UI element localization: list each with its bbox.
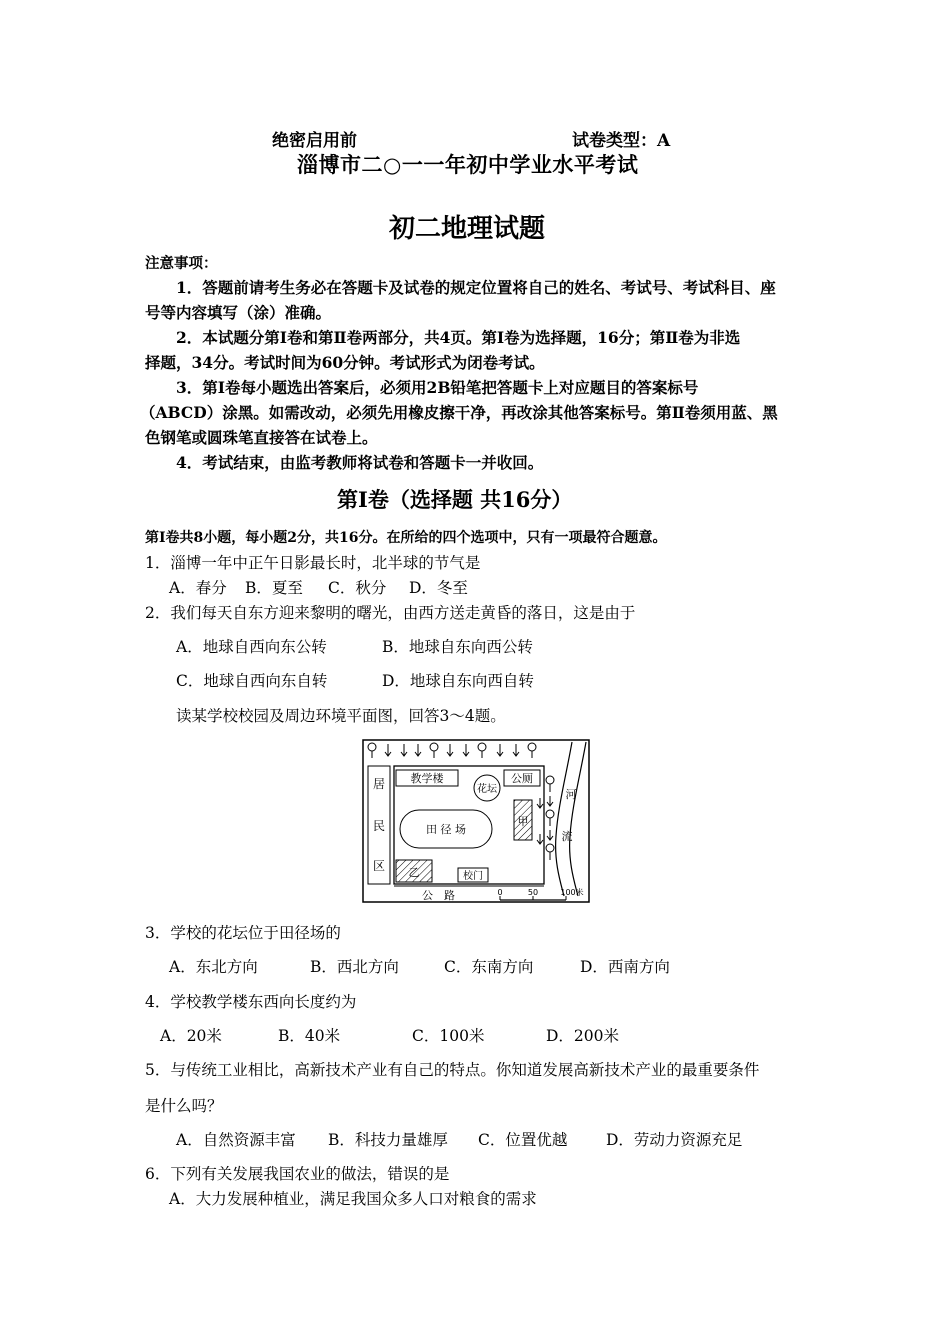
section-instruction: 第Ⅰ卷共8小题，每小题2分，共16分。在所给的四个选项中，只有一项最符合题意。 bbox=[145, 530, 667, 546]
paper-type-label: 试卷类型：A bbox=[572, 131, 671, 151]
q5-option-a: A．自然资源丰富 bbox=[176, 1131, 296, 1149]
q6-option-a: A．大力发展种植业，满足我国众多人口对粮食的需求 bbox=[169, 1190, 537, 1208]
river-char-2: 流 bbox=[561, 830, 573, 843]
q5-stem-line-2: 是什么吗？ bbox=[145, 1097, 223, 1115]
map-intro: 读某学校校园及周边环境平面图，回答3～4题。 bbox=[176, 707, 506, 725]
q1-option-d: D．冬至 bbox=[409, 579, 468, 597]
flower-bed-label: 花坛 bbox=[477, 784, 497, 795]
q2-option-d: D．地球自东向西自转 bbox=[382, 672, 534, 690]
residential-char-2: 民 bbox=[372, 819, 386, 833]
tree-icons-right bbox=[537, 776, 554, 860]
building-jia-label: 甲 bbox=[517, 815, 529, 828]
notice-line-6: （ABCD）涂黑。如需改动，必须先用橡皮擦干净，再改涂其他答案标号。第Ⅱ卷须用蓝、黑 bbox=[140, 403, 778, 422]
notice-line-8: 4．考试结束，由监考教师将试卷和答题卡一并收回。 bbox=[176, 453, 544, 472]
q3-option-d: D．西南方向 bbox=[580, 958, 670, 976]
notice-line-1: 1．答题前请考生务必在答题卡及试卷的规定位置将自己的姓名、考试号、考试科目、座 bbox=[176, 278, 776, 297]
q2-stem: 2．我们每天自东方迎来黎明的曙光，由西方送走黄昏的落日，这是由于 bbox=[145, 604, 636, 622]
q4-option-c: C．100米 bbox=[412, 1027, 485, 1045]
q4-option-d: D．200米 bbox=[546, 1027, 620, 1045]
q5-option-d: D．劳动力资源充足 bbox=[606, 1131, 743, 1149]
scale-label-0: 0 bbox=[497, 888, 503, 897]
section-title: 第Ⅰ卷（选择题 共16分） bbox=[337, 487, 573, 512]
q2-option-b: B．地球自东向西公转 bbox=[382, 638, 533, 656]
q4-option-b: B．40米 bbox=[278, 1027, 341, 1045]
confidential-label: 绝密启用前 bbox=[272, 131, 357, 151]
campus-map bbox=[360, 736, 592, 906]
notice-line-3: 2．本试题分第Ⅰ卷和第Ⅱ卷两部分，共4页。第Ⅰ卷为选择题，16分；第Ⅱ卷为非选 bbox=[176, 328, 741, 347]
q1-option-a: A．春分 bbox=[169, 579, 227, 597]
q6-stem: 6．下列有关发展我国农业的做法，错误的是 bbox=[145, 1165, 450, 1183]
q2-option-c: C．地球自西向东自转 bbox=[176, 672, 328, 690]
q3-option-a: A．东北方向 bbox=[169, 958, 258, 976]
notice-line-7: 色钢笔或圆珠笔直接答在试卷上。 bbox=[145, 428, 378, 447]
notice-heading: 注意事项： bbox=[145, 255, 218, 272]
q4-stem: 4．学校教学楼东西向长度约为 bbox=[145, 993, 357, 1011]
teaching-building-label: 教学楼 bbox=[410, 772, 444, 785]
notice-line-4: 择题，34分。考试时间为60分钟。考试形式为闭卷考试。 bbox=[145, 353, 545, 372]
q3-option-b: B．西北方向 bbox=[310, 958, 399, 976]
q3-option-c: C．东南方向 bbox=[444, 958, 534, 976]
q1-option-c: C．秋分 bbox=[328, 579, 387, 597]
q5-option-c: C．位置优越 bbox=[478, 1131, 568, 1149]
river-char-1: 河 bbox=[565, 788, 577, 801]
q2-option-a: A．地球自西向东公转 bbox=[176, 638, 327, 656]
subject-title: 初二地理试题 bbox=[389, 214, 546, 244]
q1-stem: 1．淄博一年中正午日影最长时，北半球的节气是 bbox=[145, 554, 481, 572]
notice-line-5: 3．第Ⅰ卷每小题选出答案后，必须用2B铅笔把答题卡上对应题目的答案标号 bbox=[176, 378, 699, 397]
residential-char-3: 区 bbox=[372, 859, 386, 873]
notice-line-2: 号等内容填写（涂）准确。 bbox=[145, 303, 332, 322]
q1-option-b: B．夏至 bbox=[245, 579, 303, 597]
exam-title: 淄博市二○一一年初中学业水平考试 bbox=[297, 152, 639, 177]
scale-label-100: 100米 bbox=[560, 888, 584, 897]
tree-icons-top bbox=[368, 743, 536, 758]
gate-label: 校门 bbox=[463, 871, 483, 882]
q4-option-a: A．20米 bbox=[160, 1027, 222, 1045]
residential-char-1: 居 bbox=[372, 777, 386, 791]
q5-option-b: B．科技力量雄厚 bbox=[328, 1131, 448, 1149]
road-label: 公 路 bbox=[422, 889, 455, 902]
track-field-label: 田 径 场 bbox=[426, 823, 466, 836]
building-yi-label: 乙 bbox=[408, 866, 420, 879]
toilet-label: 公厕 bbox=[511, 772, 533, 785]
q5-stem-line-1: 5．与传统工业相比，高新技术产业有自己的特点。你知道发展高新技术产业的最重要条件 bbox=[145, 1061, 760, 1079]
scale-label-50: 50 bbox=[527, 888, 539, 897]
q3-stem: 3．学校的花坛位于田径场的 bbox=[145, 924, 341, 942]
